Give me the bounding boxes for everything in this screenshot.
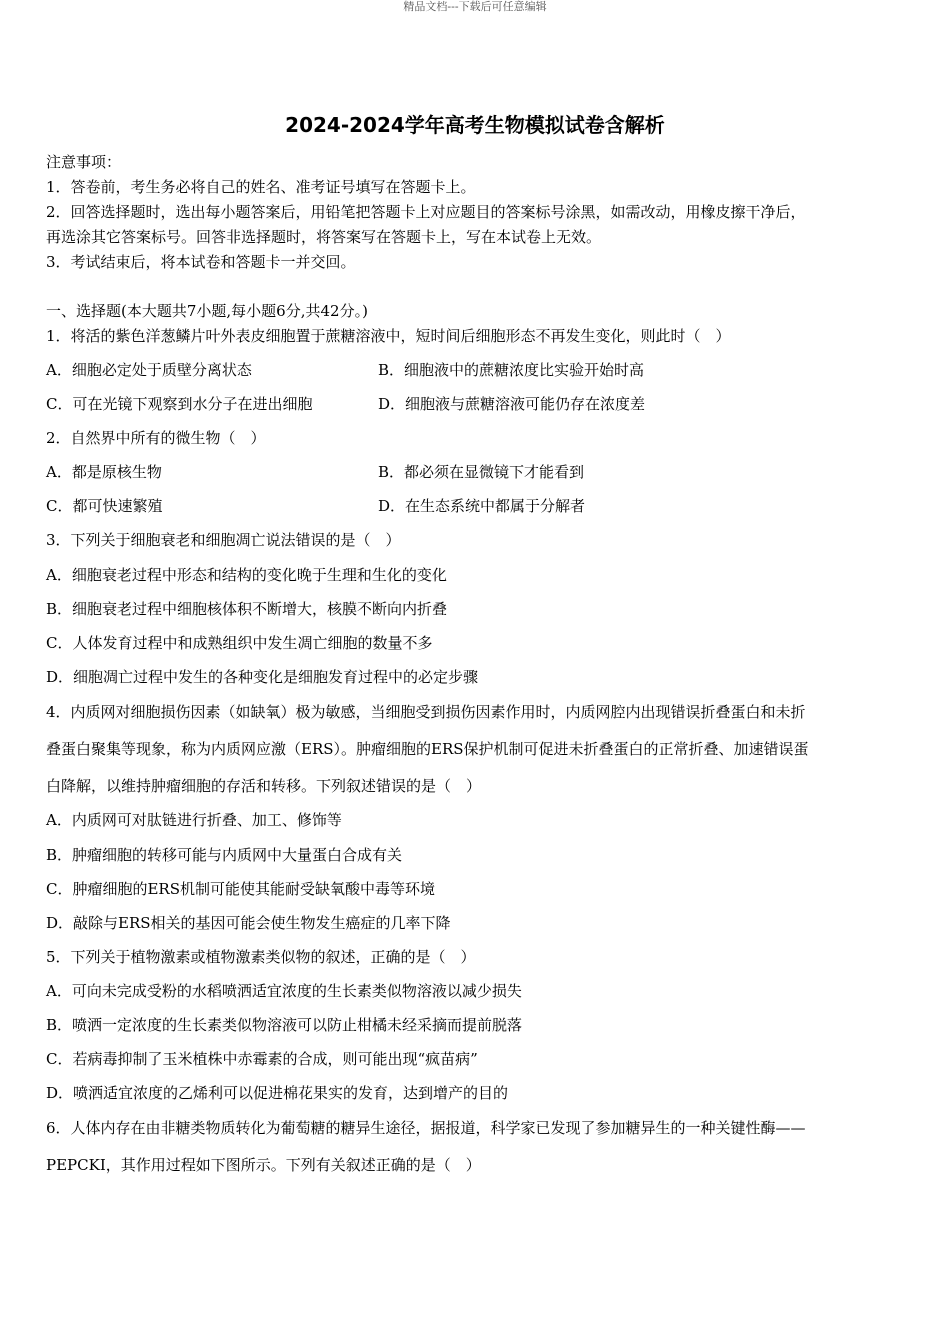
notice-heading: 注意事项： [46,153,122,171]
question-5-option-a: A．可向未完成受粉的水稻喷洒适宜浓度的生长素类似物溶液以减少损失 [46,982,522,1000]
question-4-stem-line-2: 叠蛋白聚集等现象，称为内质网应激（ERS）。肿瘤细胞的ERS保护机制可促进未折叠蛋白的正常折叠、加速错误蛋 [46,740,809,758]
question-3-option-c: C．人体发育过程中和成熟组织中发生凋亡细胞的数量不多 [46,634,433,652]
notice-item-1: 1．答卷前，考生务必将自己的姓名、准考证号填写在答题卡上。 [46,178,476,196]
question-1-option-b: B．细胞液中的蔗糖浓度比实验开始时高 [378,361,645,379]
question-1-option-a: A．细胞必定处于质壁分离状态 [46,361,252,379]
question-1-option-c: C．可在光镜下观察到水分子在进出细胞 [46,395,313,413]
question-2-option-d: D．在生态系统中都属于分解者 [378,497,586,515]
question-3-option-d: D．细胞凋亡过程中发生的各种变化是细胞发育过程中的必定步骤 [46,668,479,686]
question-6-stem-line-2: PEPCKI，其作用过程如下图所示。下列有关叙述正确的是（ ） [46,1156,481,1174]
notice-item-2-cont: 再选涂其它答案标号。回答非选择题时，将答案写在答题卡上，写在本试卷上无效。 [46,228,602,246]
question-6-stem-line-1: 6．人体内存在由非糖类物质转化为葡萄糖的糖异生途径，据报道，科学家已发现了参加糖异生的一种关键性酶—— [46,1119,806,1137]
question-4-option-d: D．敲除与ERS相关的基因可能会使生物发生癌症的几率下降 [46,914,451,932]
question-4-option-b: B．肿瘤细胞的转移可能与内质网中大量蛋白合成有关 [46,846,403,864]
question-4-option-c: C．肿瘤细胞的ERS机制可能使其能耐受缺氧酸中毒等环境 [46,880,435,898]
question-2-option-b: B．都必须在显微镜下才能看到 [378,463,585,481]
question-4-option-a: A．内质网可对肽链进行折叠、加工、修饰等 [46,811,342,829]
question-5-stem: 5．下列关于植物激素或植物激素类似物的叙述，正确的是（ ） [46,948,476,966]
question-3-option-a: A．细胞衰老过程中形态和结构的变化晚于生理和生化的变化 [46,566,447,584]
question-4-stem-line-3: 白降解，以维持肿瘤细胞的存活和转移。下列叙述错误的是（ ） [46,777,482,795]
notice-item-3: 3．考试结束后，将本试卷和答题卡一并交回。 [46,253,356,271]
question-5-option-c: C．若病毒抑制了玉米植株中赤霉素的合成，则可能出现“疯苗病” [46,1050,478,1068]
question-3-stem: 3．下列关于细胞衰老和细胞凋亡说法错误的是（ ） [46,531,401,549]
question-2-option-a: A．都是原核生物 [46,463,162,481]
question-2-stem: 2．自然界中所有的微生物（ ） [46,429,266,447]
question-1-stem: 1．将活的紫色洋葱鳞片叶外表皮细胞置于蔗糖溶液中，短时间后细胞形态不再发生变化，则此时（ ） [46,327,731,345]
question-1-option-d: D．细胞液与蔗糖溶液可能仍存在浓度差 [378,395,646,413]
notice-item-2: 2．回答选择题时，选出每小题答案后，用铅笔把答题卡上对应题目的答案标号涂黑，如需改动，用橡皮擦干净后， [46,203,806,221]
section-heading: 一、选择题(本大题共7小题,每小题6分,共42分。) [46,302,368,320]
question-3-option-b: B．细胞衰老过程中细胞核体积不断增大，核膜不断向内折叠 [46,600,448,618]
question-2-option-c: C．都可快速繁殖 [46,497,163,515]
question-5-option-b: B．喷洒一定浓度的生长素类似物溶液可以防止柑橘未经采摘而提前脱落 [46,1016,523,1034]
page-header: 精品文档---下载后可任意编辑 [403,0,547,13]
page-title: 2024-2024学年高考生物模拟试卷含解析 [285,113,665,137]
question-5-option-d: D．喷洒适宜浓度的乙烯利可以促进棉花果实的发育，达到增产的目的 [46,1084,509,1102]
question-4-stem-line-1: 4．内质网对细胞损伤因素（如缺氧）极为敏感，当细胞受到损伤因素作用时，内质网腔内出现错误折叠蛋白和未折 [46,703,806,721]
